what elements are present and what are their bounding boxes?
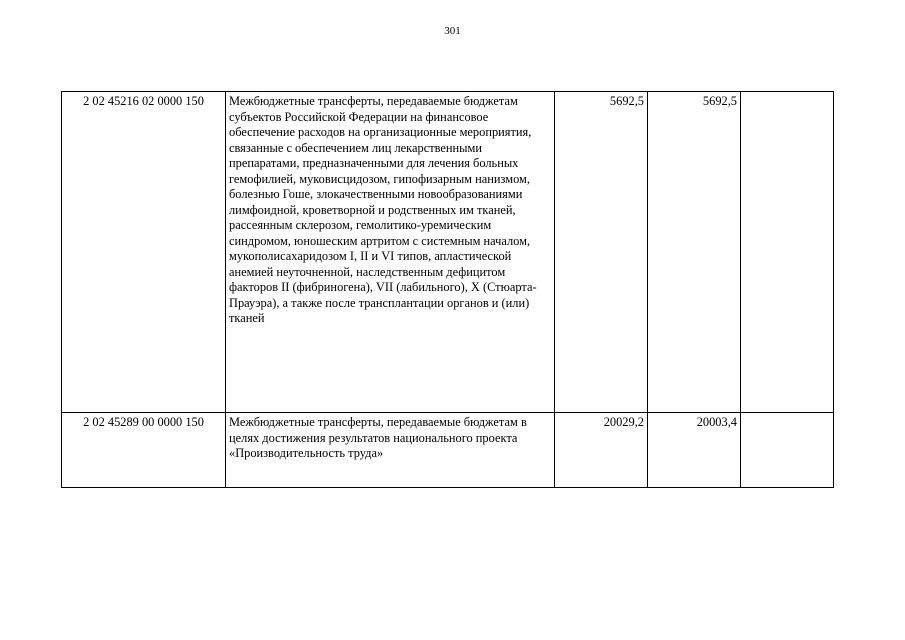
table-row <box>62 413 834 488</box>
amount-cell-3 <box>741 92 834 413</box>
amount-cell-1: 5692,5 <box>555 92 648 413</box>
table-row <box>62 92 834 413</box>
description-cell: Межбюджетные трансферты, передаваемые бюджетам субъектов Российской Федерации на финансовое обеспечение расходов на организационные мероприятия, связанные с обеспечением лиц лекарственными препаратами, предназначенными для лечения больных гемофилией, муковисцидозом, гипофизарным нанизмом, болезнью Гоше, злокачественными новообразованиями лимфоидной, кроветворной и родственных им тканей, рассеянным склерозом, гемолитико-уремическим синдромом, юношеским артритом с системным началом, мукополисахаридозом I, II и VI типов, апластической анемией неуточненной, наследственным дефицитом факторов II (фибриногена), VII (лабильного), X (Стюарта-Прауэра), а также после трансплантации органов и (или) тканей <box>226 92 555 413</box>
budget-code-cell: 2 02 45289 00 0000 150 <box>62 413 226 488</box>
budget-code-cell: 2 02 45216 02 0000 150 <box>62 92 226 413</box>
amount-cell-3 <box>741 413 834 488</box>
amount-cell-1: 20029,2 <box>555 413 648 488</box>
budget-table <box>61 91 834 488</box>
description-cell: Межбюджетные трансферты, передаваемые бюджетам в целях достижения результатов национального проекта «Производительность труда» <box>226 413 555 488</box>
page-number: 301 <box>444 25 461 37</box>
amount-cell-2: 5692,5 <box>648 92 741 413</box>
amount-cell-2: 20003,4 <box>648 413 741 488</box>
